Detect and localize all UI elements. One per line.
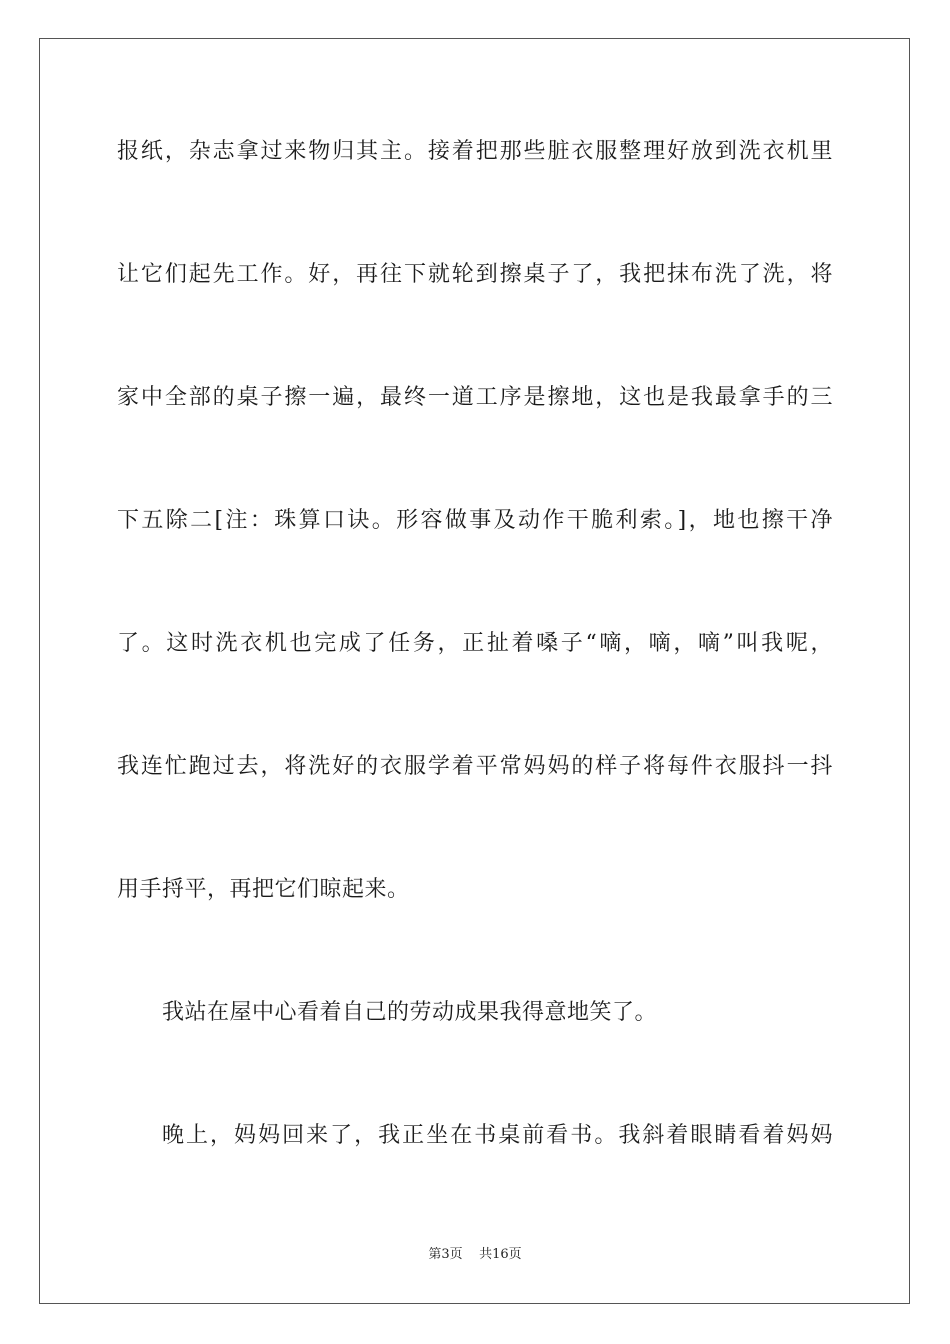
page-footer — [0, 1246, 950, 1264]
total-pages: 共16页 — [479, 1247, 522, 1262]
text-line-6: 我连忙跑过去，将洗好的衣服学着平常妈妈的样子将每件衣服抖一抖 — [117, 754, 833, 779]
page-number: 第3页 — [428, 1247, 463, 1262]
text-line-7: 用手捋平，再把它们晾起来。 — [117, 877, 410, 902]
text-line-2: 让它们起先工作。好，再往下就轮到擦桌子了，我把抹布洗了洗，将 — [117, 262, 833, 287]
paragraph-line-9: 晚上，妈妈回来了，我正坐在书桌前看书。我斜着眼睛看着妈妈 — [162, 1123, 833, 1148]
paragraph-line-8: 我站在屋中心看着自己的劳动成果我得意地笑了。 — [162, 1000, 658, 1025]
text-line-4: 下五除二[注：珠算口诀。形容做事及动作干脆利索。]，地也擦干净 — [117, 508, 833, 533]
page-border — [39, 38, 910, 1304]
text-line-1: 报纸，杂志拿过来物归其主。接着把那些脏衣服整理好放到洗衣机里 — [117, 139, 833, 164]
text-line-3: 家中全部的桌子擦一遍，最终一道工序是擦地，这也是我最拿手的三 — [117, 385, 833, 410]
text-line-5: 了。这时洗衣机也完成了任务，正扯着嗓子“嘀，嘀，嘀”叫我呢， — [117, 631, 833, 656]
